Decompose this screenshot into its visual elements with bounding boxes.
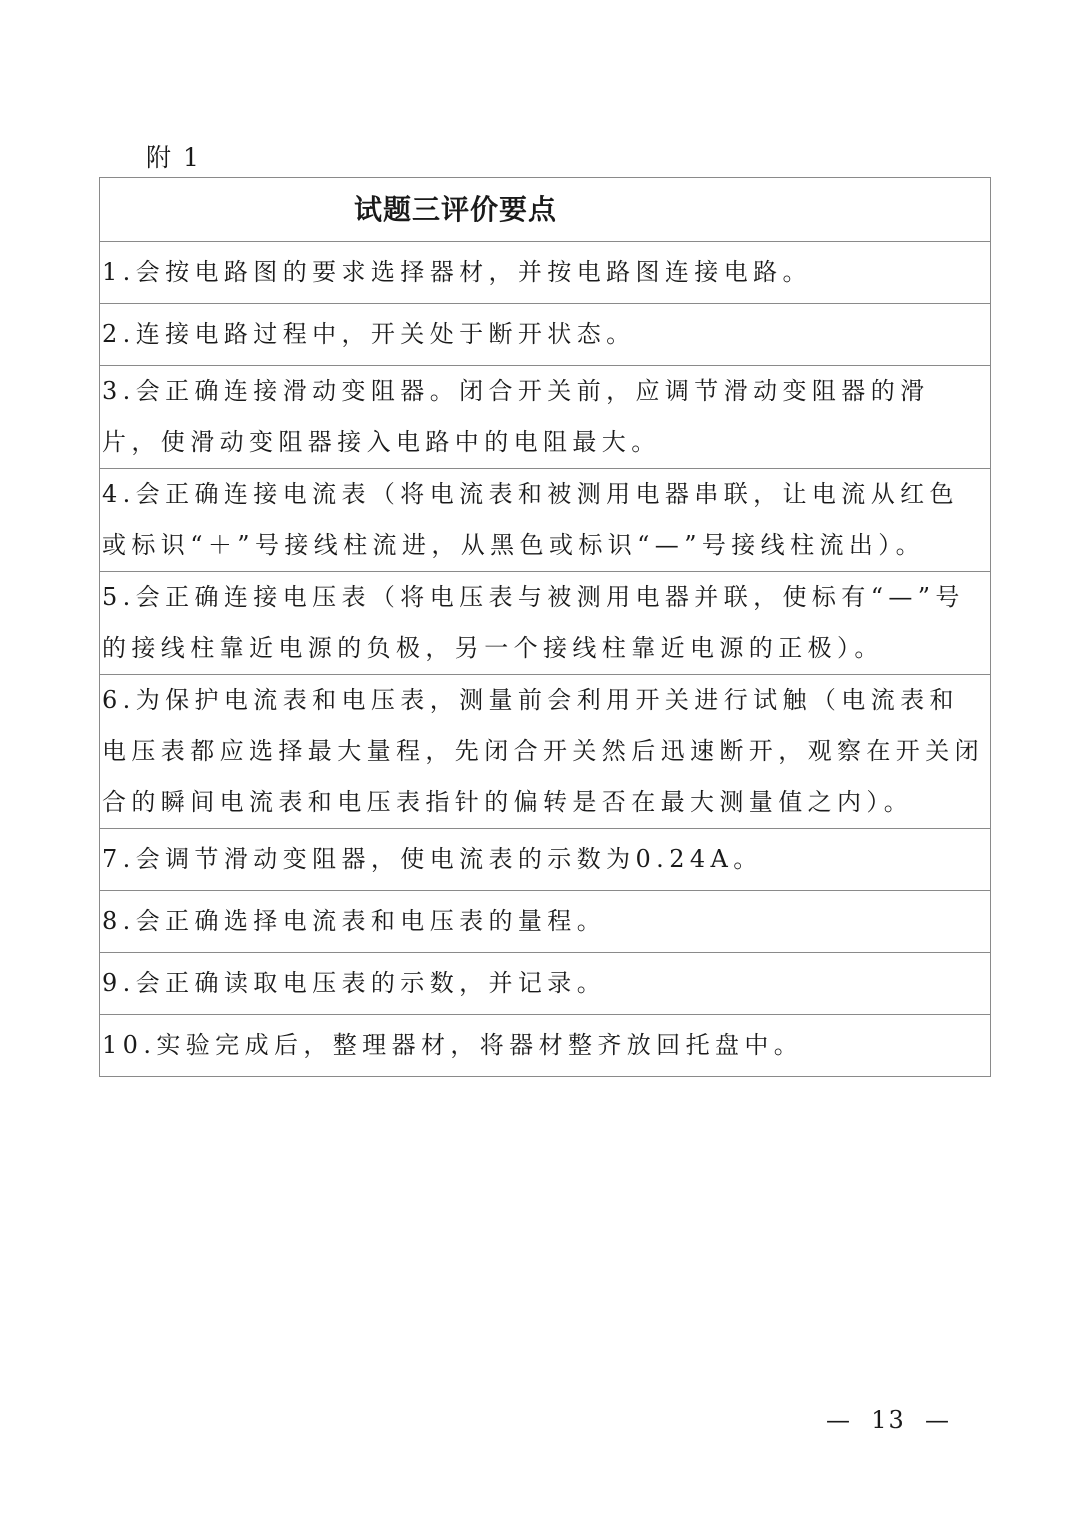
page-number: — 13 —: [826, 1406, 952, 1434]
evaluation-item-3: 3.会正确连接滑动变阻器。闭合开关前，应调节滑动变阻器的滑片，使滑动变阻器接入电路中的电阻最大。: [100, 366, 991, 469]
evaluation-item-4: 4.会正确连接电流表（将电流表和被测用电器串联，让电流从红色或标识“＋”号接线柱流进，从黑色或标识“—”号接线柱流出）。: [100, 469, 991, 572]
evaluation-item-5: 5.会正确连接电压表（将电压表与被测用电器并联，使标有“—”号的接线柱靠近电源的负极，另一个接线柱靠近电源的正极）。: [100, 572, 991, 675]
table-row: [100, 366, 991, 469]
evaluation-item-1: 1.会按电路图的要求选择器材，并按电路图连接电路。: [100, 242, 991, 304]
evaluation-item-2: 2.连接电路过程中，开关处于断开状态。: [100, 304, 991, 366]
table-row: [100, 304, 991, 366]
evaluation-item-9: 9.会正确读取电压表的示数，并记录。: [100, 953, 991, 1015]
table-title-row: [100, 178, 991, 242]
evaluation-item-7: 7.会调节滑动变阻器，使电流表的示数为0.24A。: [100, 829, 991, 891]
evaluation-item-10: 10.实验完成后，整理器材，将器材整齐放回托盘中。: [100, 1015, 991, 1077]
table-row: [100, 469, 991, 572]
evaluation-item-8: 8.会正确选择电流表和电压表的量程。: [100, 891, 991, 953]
evaluation-table: [99, 177, 991, 1077]
table-row: [100, 572, 991, 675]
table-row: [100, 1015, 991, 1077]
table-row: [100, 675, 991, 829]
table-row: [100, 891, 991, 953]
table-row: [100, 829, 991, 891]
table-title: 试题三评价要点: [100, 178, 991, 242]
table-row: [100, 242, 991, 304]
attachment-label: 附 1: [146, 143, 201, 172]
table-row: [100, 953, 991, 1015]
evaluation-item-6: 6.为保护电流表和电压表，测量前会利用开关进行试触（电流表和电压表都应选择最大量程，先闭合开关然后迅速断开，观察在开关闭合的瞬间电流表和电压表指针的偏转是否在最大测量值之内）。: [100, 675, 991, 829]
